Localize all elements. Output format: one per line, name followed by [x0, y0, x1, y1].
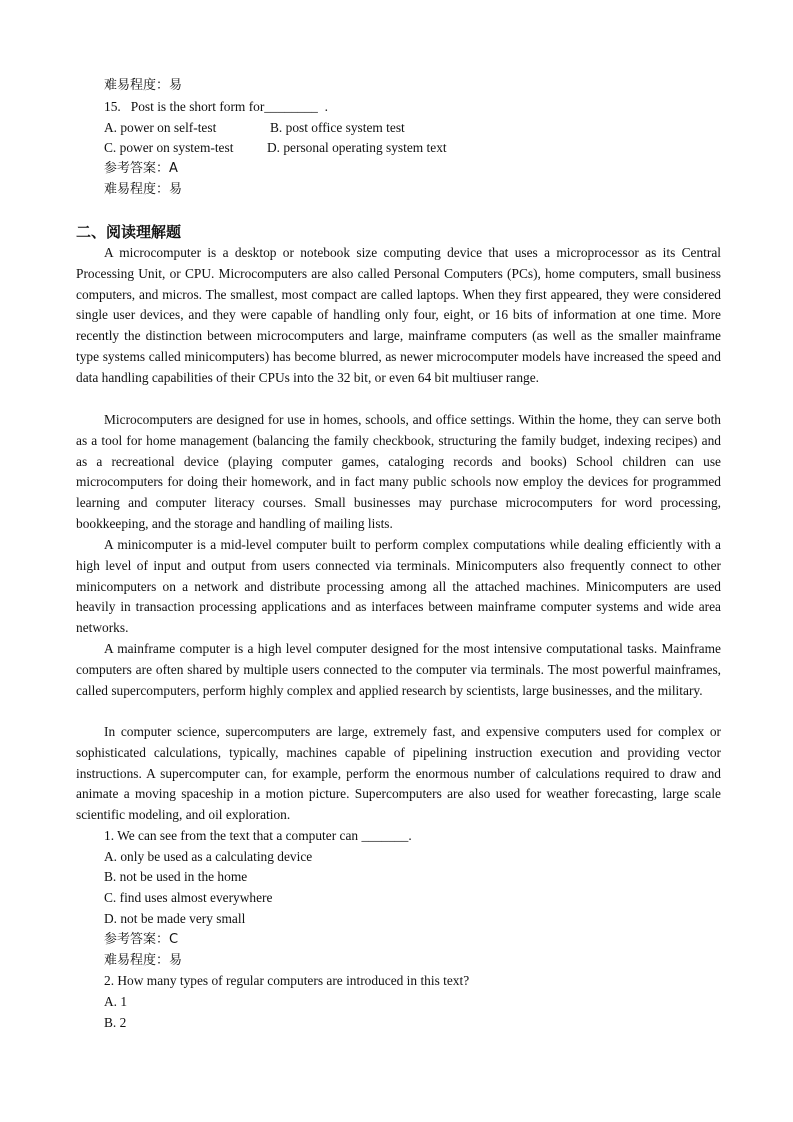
difficulty-label: 难易程度：易 [104, 182, 183, 197]
answer-label: 参考答案：A [104, 161, 178, 176]
option-d: D. not be made very small [104, 911, 246, 926]
passage-paragraph-4: A mainframe computer is a high level computer designed for the most intensive computational tasks. Mainframe computers are often shared by multiple users connected to the computer via terminals. The most powerful mainframes, called supercomputers, perform highly complex and applied research by scientists, large businesses, and the military. [76, 641, 721, 698]
option-a: A. power on self-test [104, 120, 217, 135]
difficulty-label: 难易程度：易 [104, 953, 183, 968]
question-15: 15. Post is the short form for________ . [104, 99, 328, 114]
difficulty-label: 难易程度：易 [104, 78, 183, 93]
option-b: B. not be used in the home [104, 869, 248, 884]
question-1: 1. We can see from the text that a computer can _______. [104, 828, 412, 843]
answer-label: 参考答案：C [104, 932, 179, 947]
option-d: D. personal operating system text [267, 140, 447, 155]
passage-paragraph-1: A microcomputer is a desktop or notebook size computing device that uses a microprocessor as its Central Processing Unit, or CPU. Microcomputers are also called Personal Computers (PCs), home computers, small business computers, and micros. The smallest, most compact are called laptops. When they first appeared, they were considered single user devices, and they were capable of handling only four, eight, or 16 bits of information at one time. More recently the distinction between microcomputers and large, mainframe computers (as well as the smaller mainframe type systems called minicomputers) has become blurred, as newer microcomputer models have increased the speed and data handling capabilities of their CPUs into the 32 bit, or even 64 bit multiuser range. [76, 245, 721, 385]
question-2: 2. How many types of regular computers are introduced in this text? [104, 973, 470, 988]
option-a: A. only be used as a calculating device [104, 849, 313, 864]
option-c: C. power on system-test [104, 140, 234, 155]
option-b: B. post office system test [270, 120, 405, 135]
passage-paragraph-3: A minicomputer is a mid-level computer built to perform complex computations while dealing efficiently with a high level of input and output from users connected via terminals. Minicomputers also frequently connect to other minicomputers on a network and distribute processing among all the attached machines. Minicomputers are used heavily in transaction processing applications and as interfaces between mainframe computer systems and wide area networks. [76, 537, 721, 636]
passage-paragraph-5: In computer science, supercomputers are large, extremely fast, and expensive computers used for complex or sophisticated calculations, typically, machines capable of pipelining instruction execution and providing vector instructions. A supercomputer can, for example, perform the enormous number of calculations required to draw and animate a moving spaceship in a motion picture. Supercomputers are also used for weather forecasting, large scale scientific modeling, and oil exploration. [76, 724, 721, 823]
passage-paragraph-2: Microcomputers are designed for use in homes, schools, and office settings. Within the home, they can serve both as a tool for home management (balancing the family checkbook, structuring the family budget, indexing recipes) and as a recreational device (playing computer games, cataloging records and books) School children can use microcomputers for doing their homework, and in fact many public schools now employ the devices for programmed learning and computer literacy courses. Small businesses may purchase microcomputers for word processing, bookkeeping, and the storage and handling of mailing lists. [76, 412, 721, 531]
option-c: C. find uses almost everywhere [104, 890, 273, 905]
option-a: A. 1 [104, 994, 128, 1009]
option-b: B. 2 [104, 1015, 127, 1030]
section-title: 二、阅读理解题 [76, 223, 182, 241]
